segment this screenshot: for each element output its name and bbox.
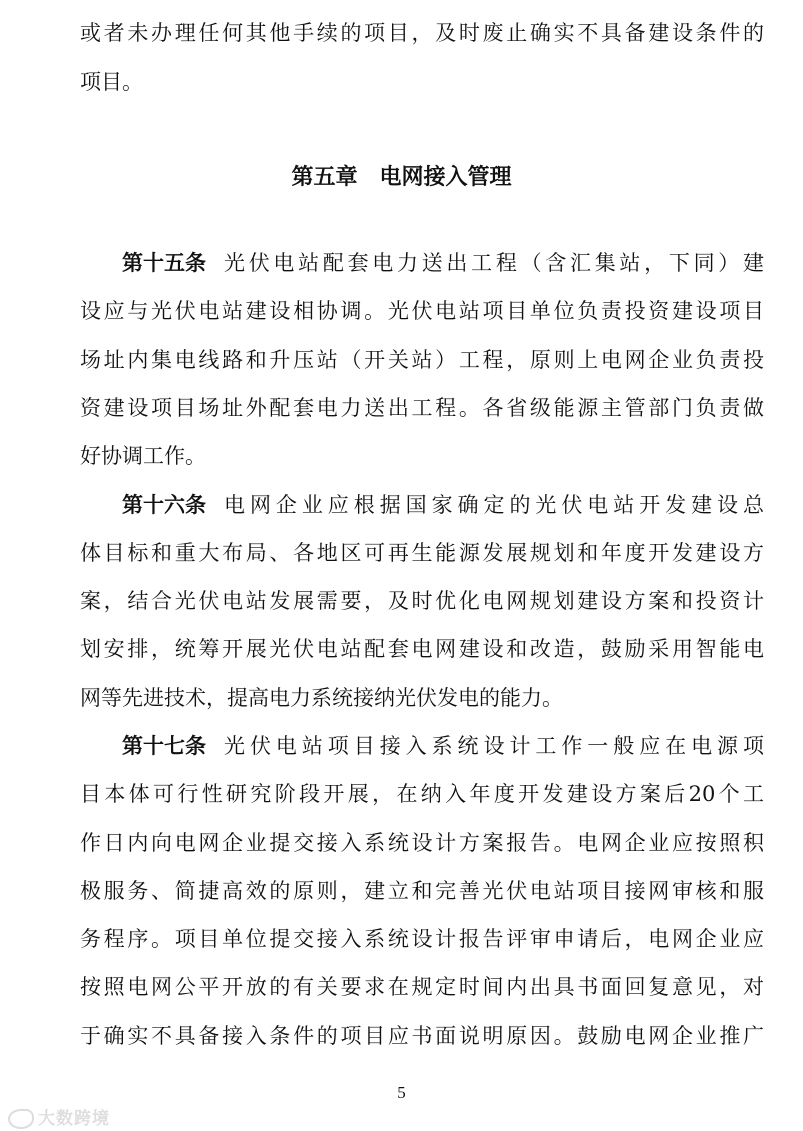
text-line: 作日内向电网企业提交接入系统设计方案报告。电网企业应按照积 xyxy=(80,831,764,855)
text-line: 设应与光伏电站建设相协调。光伏电站项目单位负责投资建设项目 xyxy=(80,299,764,323)
article-first-line xyxy=(122,248,768,278)
text-line: 按照电网公平开放的有关要求在规定时间内出具书面回复意见，对 xyxy=(80,975,764,999)
text-line: 于确实不具备接入条件的项目应书面说明原因。鼓励电网企业推广 xyxy=(80,1024,764,1048)
text-line: 好协调工作。 xyxy=(80,444,206,468)
watermark-text: 大数跨境 xyxy=(38,1109,110,1129)
text-line: 案，结合光伏电站发展需要，及时优化电网规划建设方案和投资计 xyxy=(80,589,764,613)
article-label: 第十七条 xyxy=(122,733,206,758)
text-line: 场址内集电线路和升压站（开关站）工程，原则上电网企业负责投 xyxy=(80,348,764,372)
text-line: 划安排，统筹开展光伏电站配套电网建设和改造，鼓励采用智能电 xyxy=(80,637,764,661)
article-label: 第十五条 xyxy=(122,250,206,275)
text-line: 或者未办理任何其他手续的项目，及时废止确实不具备建设条件的 xyxy=(80,21,764,45)
text-line: 项目。 xyxy=(80,70,143,94)
text-line: 资建设项目场址外配套电力送出工程。各省级能源主管部门负责做 xyxy=(80,396,764,420)
watermark-logo-icon xyxy=(8,1109,34,1129)
text-line: 网等先进技术，提高电力系统接纳光伏发电的能力。 xyxy=(80,686,563,710)
article-first-line xyxy=(122,731,769,761)
article-first-line xyxy=(122,490,769,520)
text-line: 务程序。项目单位提交接入系统设计报告评审申请后，电网企业应 xyxy=(80,927,764,951)
article-text: 光伏电站配套电力送出工程（含汇集站，下同）建 xyxy=(224,251,768,275)
article-text: 电网企业应根据国家确定的光伏电站开发建设总 xyxy=(224,493,769,517)
watermark xyxy=(8,1104,110,1129)
article-label: 第十六条 xyxy=(122,492,206,517)
article-text: 光伏电站项目接入系统设计工作一般应在电源项 xyxy=(224,734,769,758)
page-number: 5 xyxy=(397,1083,406,1102)
text-line: 目本体可行性研究阶段开展，在纳入年度开发建设方案后20个工 xyxy=(80,782,764,806)
text-line: 体目标和重大布局、各地区可再生能源发展规划和年度开发建设方 xyxy=(80,541,764,565)
text-line: 极服务、简捷高效的原则，建立和完善光伏电站项目接网审核和服 xyxy=(80,879,764,903)
chapter-title: 第五章 电网接入管理 xyxy=(291,165,512,190)
